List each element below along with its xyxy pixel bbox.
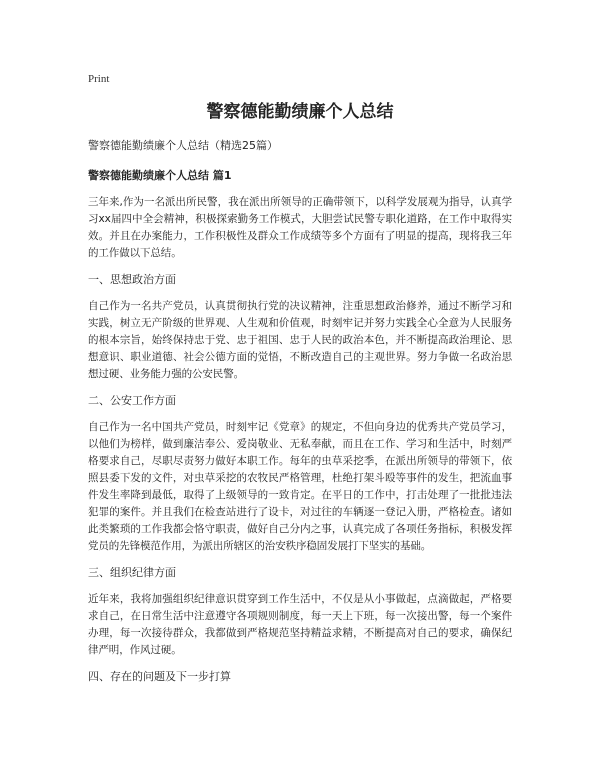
heading-police-work: 二、公安工作方面 [88,394,176,407]
heading-political: 一、思想政治方面 [88,273,176,286]
paragraph-police-work: 自己作为一名中国共产党员，时刻牢记《党章》的规定，不但向身边的优秀共产党员学习，以他们为榜样，做到廉洁奉公、爱岗敬业、无私奉献，而且在工作、学习和生活中，时刻严格要求自己，尽职尽责努力做好本职工作。每年的虫草采挖季，在派出所领导的带领下，依照县委下发的文件，对虫草采挖的农牧民严格管理，杜绝打架斗殴等事件的发生，把流血事件发生率降到最低，取得了上级领导的一致肯定。在平日的工作中，打击处理了一批批违法犯罪的案件。并且我们在检查站进行了设卡，对过往的车辆逐一登记入册，严格检查。诸如此类繁琐的工作我都会恪守职责，做好自己分内之事，认真完成了各项任务指标，积极发挥党员的先锋模范作用，为派出所辖区的治安秩序稳固发展打下坚实的基础。 [88,421,512,552]
heading-discipline: 三、组织纪律方面 [88,566,176,579]
document-title: 警察德能勤绩廉个人总结 [206,102,394,122]
print-label: Print [88,73,110,85]
heading-problems-plans: 四、存在的问题及下一步打算 [88,670,231,683]
paragraph-discipline: 近年来，我将加强组织纪律意识贯穿到工作生活中，不仅是从小事做起，点滴做起，严格要求自己，在日常生活中注意遵守各项规则制度，每一天上下班，每一次接出警，每一个案件办理，每一次接待群众，我都做到严格规范坚持精益求精，不断提高对自己的要求，确保纪律严明，作风过硬。 [88,593,512,656]
paragraph-political: 自己作为一名共产党员，认真贯彻执行党的决议精神，注重思想政治修养，通过不断学习和实践，树立无产阶级的世界观、人生观和价值观，时刻牢记并努力实践全心全意为人民服务的根本宗旨，始终保持忠于党、忠于祖国、忠于人民的政治本色，并不断提高政治理论、思想意识、职业道德、社会公德方面的觉悟，不断改造自己的主观世界。努力争做一名政治思想过硬、业务能力强的公安民警。 [88,300,512,380]
document-subtitle: 警察德能勤绩廉个人总结（精选25篇） [88,139,278,152]
intro-paragraph: 三年来,作为一名派出所民警，我在派出所领导的正确带领下，以科学发展观为指导，认真学习xx届四中全会精神，积极探索勤务工作模式，大胆尝试民警专职化道路，在工作中取得实效。并且在办案能力，工作积极性及群众工作成绩等多个方面有了明显的提高，现将我三年的工作做以下总结。 [88,196,512,259]
section-title: 警察德能勤绩廉个人总结 篇1 [88,169,232,182]
